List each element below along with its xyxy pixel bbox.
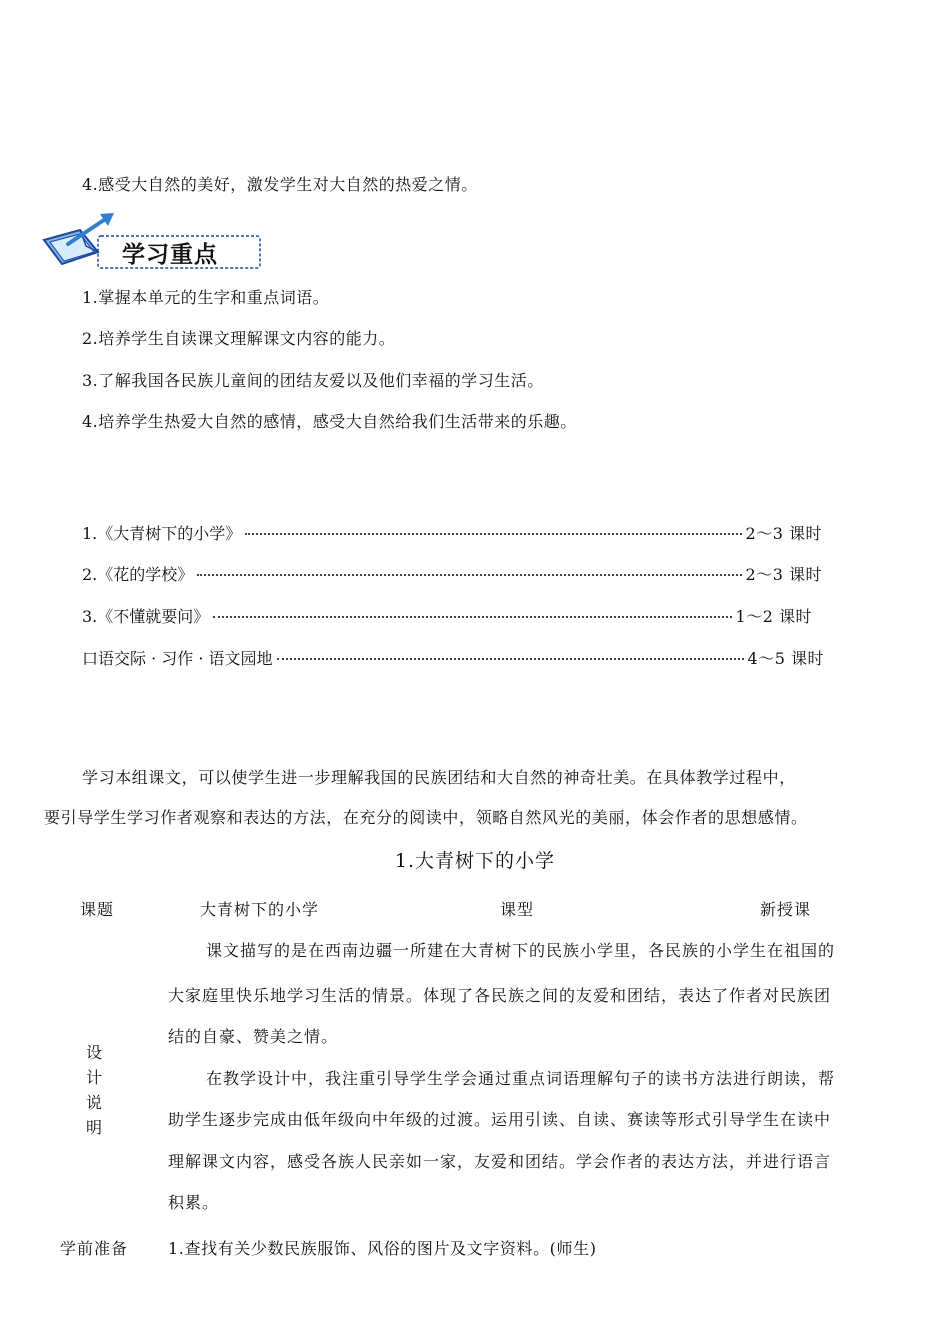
leader-dots (277, 658, 744, 660)
intro-line: 学习本组课文，可以使学生进一步理解我国的民族团结和大自然的神奇壮美。在具体教学过程中， (82, 768, 796, 787)
intro-line: 要引导学生学习作者观察和表达的方法，在充分的阅读中，领略自然风光的美丽，体会作者的思想感情。 (44, 808, 808, 827)
key-point-item: 3.了解我国各民族儿童间的团结友爱以及他们幸福的学习生活。 (82, 371, 544, 390)
schedule-hours: 2～3 课时 (745, 523, 822, 543)
schedule-title: 3.《不懂就要问》 (82, 606, 210, 626)
design-label-char: 设 (85, 1043, 102, 1062)
schedule-title: 1.《大青树下的小学》 (82, 523, 242, 543)
type-value: 新授课 (760, 900, 812, 919)
schedule-hours: 4～5 课时 (747, 648, 824, 668)
design-text-line: 理解课文内容，感受各族人民亲如一家，友爱和团结。学会作者的表达方法，并进行语言 (168, 1152, 832, 1171)
design-label-char: 明 (85, 1118, 102, 1137)
topic-value: 大青树下的小学 (200, 900, 320, 919)
leader-dots (213, 616, 731, 618)
key-point-item: 1.掌握本单元的生字和重点词语。 (82, 288, 330, 307)
schedule-title: 2.《花的学校》 (82, 564, 194, 584)
objective-item: 4.感受大自然的美好，激发学生对大自然的热爱之情。 (82, 175, 478, 194)
design-text-line: 积累。 (168, 1193, 220, 1212)
leader-dots (245, 533, 741, 535)
lesson-title: 1.大青树下的小学 (394, 850, 556, 872)
design-label (84, 1040, 104, 1140)
prep-value: 1.查找有关少数民族服饰、风俗的图片及文字资料。(师生) (168, 1239, 597, 1258)
schedule-row (82, 561, 822, 585)
topic-label: 课题 (80, 900, 115, 919)
design-text-line: 大家庭里快乐地学习生活的情景。体现了各民族之间的友爱和团结，表达了作者对民族团 (168, 986, 832, 1005)
design-text-line: 结的自豪、赞美之情。 (168, 1027, 339, 1046)
key-point-item: 4.培养学生热爱大自然的感情，感受大自然给我们生活带来的乐趣。 (82, 412, 577, 431)
schedule-row (82, 603, 812, 627)
design-label-char: 说 (85, 1093, 102, 1112)
design-text-line: 课文描写的是在西南边疆一所建在大青树下的民族小学里，各民族的小学生在祖国的 (206, 941, 836, 960)
schedule-row (82, 645, 824, 669)
section-title: 学习重点 (122, 242, 218, 268)
prep-label: 学前准备 (60, 1239, 129, 1258)
design-text-line: 助学生逐步完成由低年级向中年级的过渡。运用引读、自读、赛读等形式引导学生在读中 (168, 1110, 832, 1129)
type-label: 课型 (500, 900, 535, 919)
key-point-item: 2.培养学生自读课文理解课文内容的能力。 (82, 329, 396, 348)
schedule-hours: 1～2 课时 (735, 606, 812, 626)
schedule-title: 口语交际 · 习作 · 语文园地 (82, 648, 273, 668)
design-label-char: 计 (85, 1068, 102, 1087)
schedule-hours: 2～3 课时 (745, 564, 822, 584)
schedule-row (82, 520, 822, 544)
design-text-line: 在教学设计中，我注重引导学生学会通过重点词语理解句子的读书方法进行朗读，帮 (206, 1069, 836, 1088)
leader-dots (197, 574, 741, 576)
